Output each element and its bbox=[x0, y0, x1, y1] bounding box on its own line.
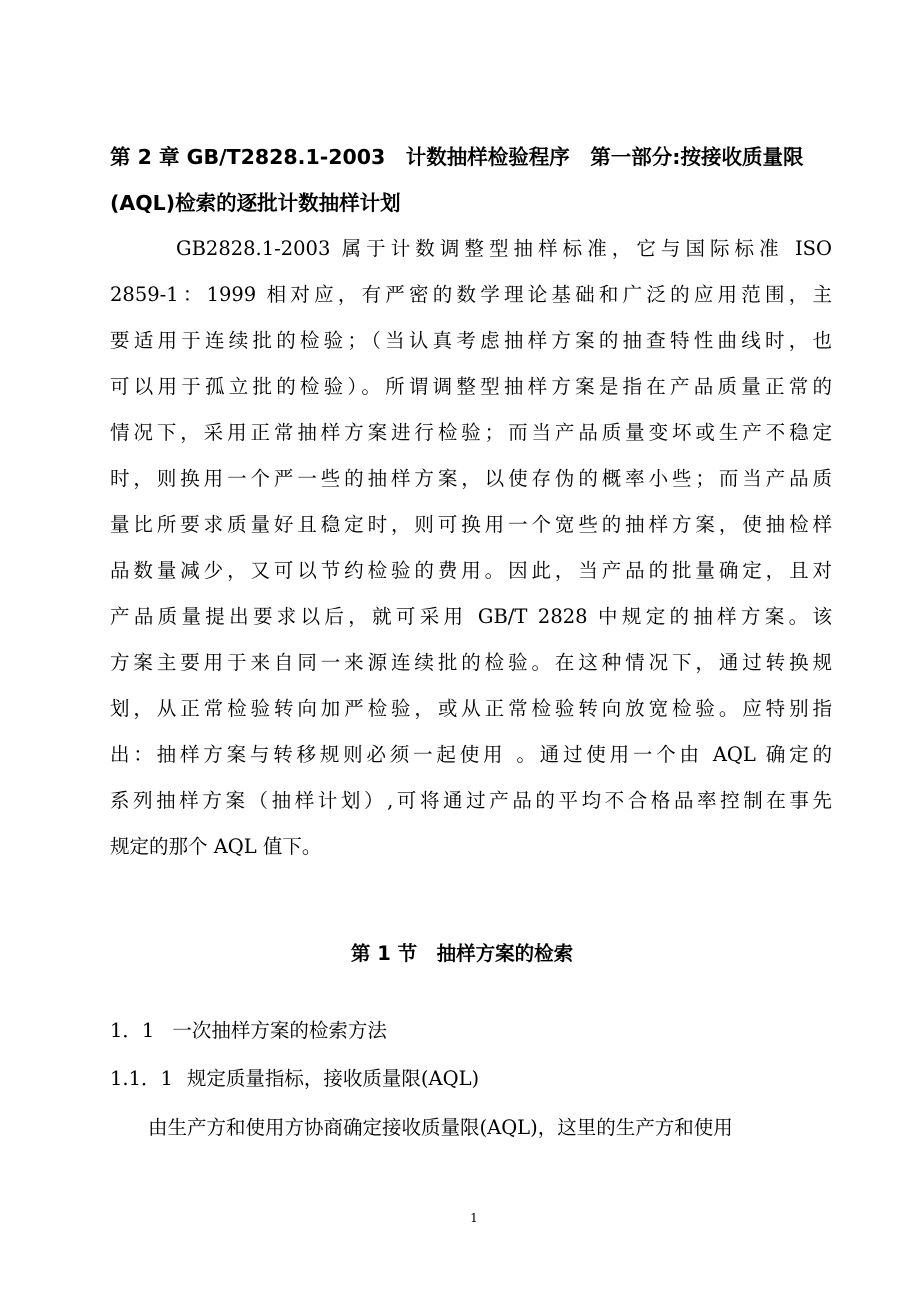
subsubsection-heading bbox=[110, 1059, 479, 1099]
aql-paragraph bbox=[110, 1105, 832, 1151]
paragraph-line: 由生产方和使用方协商确定接收质量限(AQL)，这里的生产方和使用 bbox=[148, 1116, 733, 1139]
chapter-title bbox=[110, 134, 832, 226]
subsection-heading bbox=[110, 1011, 387, 1051]
chapter-title-line: 第 2 章 GB/T2828.1-2003 计数抽样检验程序 第一部分:按接收质量限 bbox=[110, 145, 804, 169]
paragraph-line: 时，则换用一个严一些的抽样方案，以使存伪的概率小些；而当产品质 bbox=[110, 467, 832, 490]
paragraph-line: 规定的那个 AQL 值下。 bbox=[110, 835, 322, 858]
subsection-title: 一次抽样方案的检索方法 bbox=[172, 1019, 387, 1042]
paragraph-line: 量比所要求质量好且稳定时，则可换用一个宽些的抽样方案，使抽检样 bbox=[110, 513, 832, 536]
paragraph-line: 划，从正常检验转向加严检验，或从正常检验转向放宽检验。应特别指 bbox=[110, 697, 832, 720]
subsection-number: 1．1 bbox=[110, 1019, 155, 1042]
page-number: 1 bbox=[470, 1211, 478, 1225]
paragraph-line: 2859-1：1999 相对应，有严密的数学理论基础和广泛的应用范围，主 bbox=[110, 283, 832, 306]
subsubsection-number: 1.1．1 bbox=[110, 1067, 173, 1090]
paragraph-line: 可以用于孤立批的检验）。所谓调整型抽样方案是指在产品质量正常的 bbox=[110, 375, 832, 398]
chapter-title-line: (AQL)检索的逐批计数抽样计划 bbox=[110, 191, 401, 215]
paragraph-line: GB2828.1-2003 属于计数调整型抽样标准，它与国际标准 ISO bbox=[176, 237, 832, 260]
paragraph-line: 产品质量提出要求以后，就可采用 GB/T 2828 中规定的抽样方案。该 bbox=[110, 605, 832, 628]
paragraph-line: 要适用于连续批的检验；（当认真考虑抽样方案的抽查特性曲线时，也 bbox=[110, 329, 832, 352]
intro-paragraph bbox=[110, 226, 832, 870]
paragraph-line: 出：抽样方案与转移规则必须一起使用 。通过使用一个由 AQL 确定的 bbox=[110, 743, 832, 766]
paragraph-line: 品数量减少，又可以节约检验的费用。因此，当产品的批量确定，且对 bbox=[110, 559, 832, 582]
paragraph-line: 方案主要用于来自同一来源连续批的检验。在这种情况下，通过转换规 bbox=[110, 651, 832, 674]
paragraph-line: 情况下，采用正常抽样方案进行检验；而当产品质量变坏或生产不稳定 bbox=[110, 421, 832, 444]
subsubsection-title: 规定质量指标，接收质量限(AQL) bbox=[186, 1067, 480, 1090]
paragraph-line: 系列抽样方案（抽样计划）,可将通过产品的平均不合格品率控制在事先 bbox=[110, 789, 832, 812]
section-title: 第 1 节 抽样方案的检索 bbox=[350, 942, 574, 965]
